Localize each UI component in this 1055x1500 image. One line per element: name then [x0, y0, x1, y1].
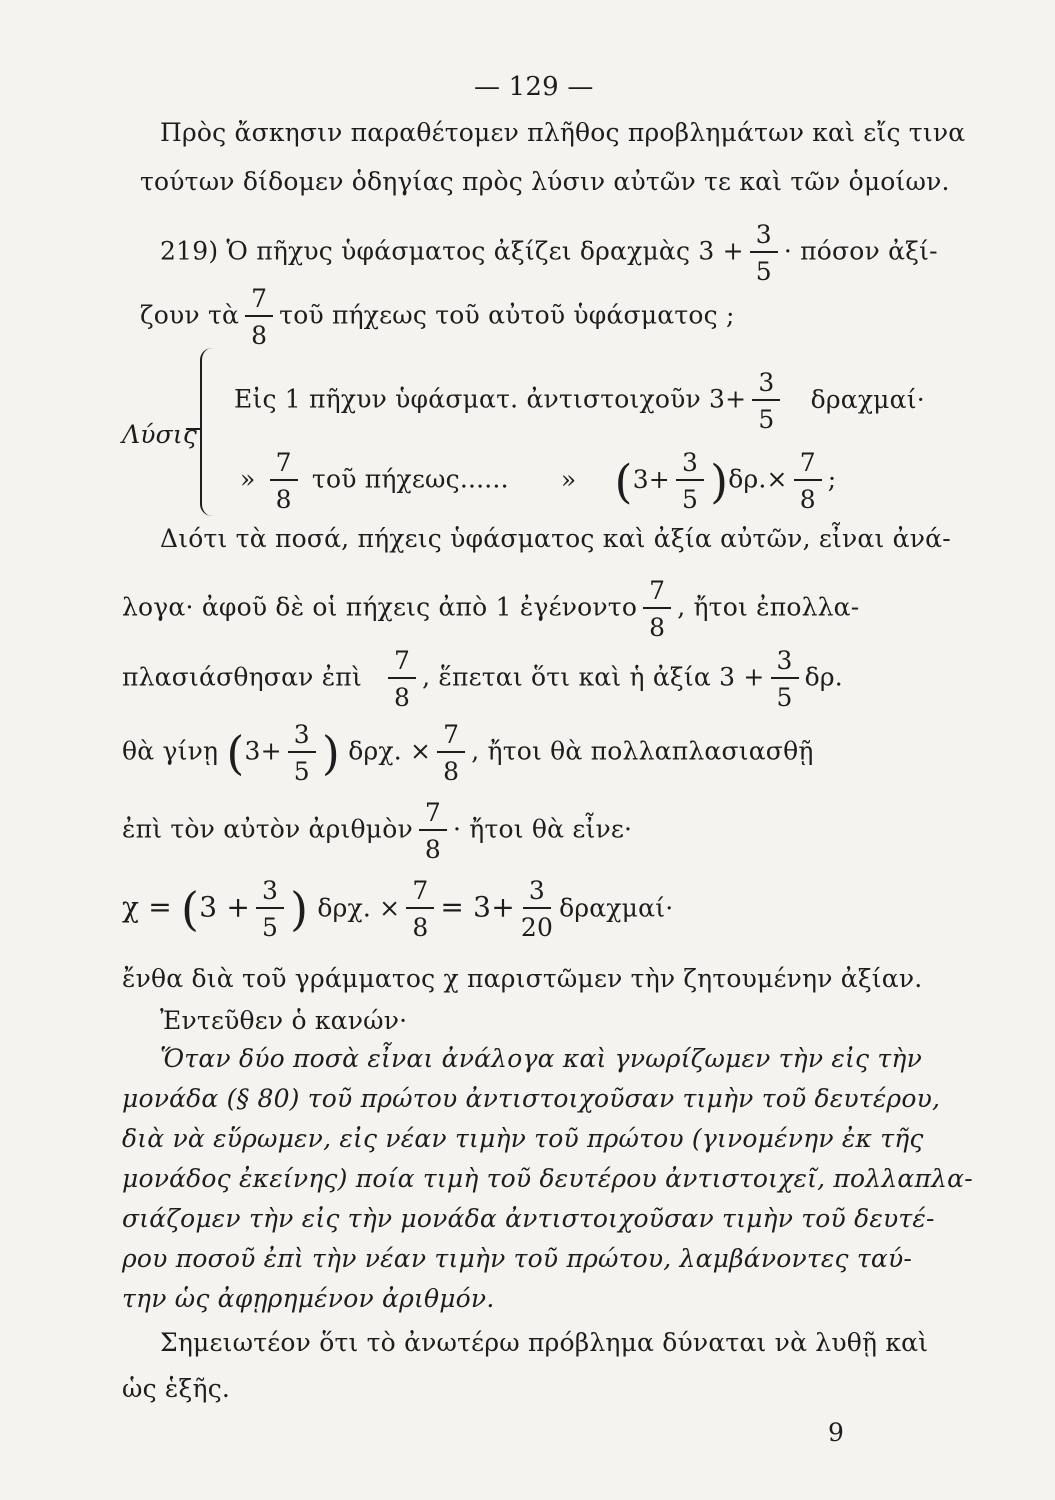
fraction-7-8: $\frac{7}{8}$ — [419, 800, 447, 862]
problem-line-1: 219) Ὁ πῆχυς ὑφάσματος ἀξίζει δραχμὰς 3 + $\frac{3}{5}$ · πόσον ἀξί- — [160, 220, 938, 286]
intro-line-1: Πρὸς ἄσκησιν παραθέτομεν πλῆθος προβλημάτων καὶ εἴς τινα — [160, 118, 966, 147]
signature-mark: 9 — [828, 1418, 845, 1447]
solution-row-2: » $\frac{7}{8}$ τοῦ πήχεως...... » (3+ $\frac{3}{5}$ )δρ.× $\frac{7}{8}$ ; — [240, 448, 837, 514]
rule-line-6: ρου ποσοῦ ἐπὶ τὴν νέαν τιμὴν τοῦ πρώτου, λαμβάνοντες ταύ- — [122, 1244, 913, 1273]
rule-line-4: μονάδος ἐκείνης) ποία τιμὴ τοῦ δευτέρου ἀντιστοιχεῖ, πολλαπλα- — [122, 1164, 973, 1193]
problem-line-2: ζουν τὰ $\frac{7}{8}$ τοῦ πήχεως τοῦ αὐτοῦ ὑφάσματος ; — [140, 284, 735, 350]
fraction-3-5: $\frac{3}{5}$ — [256, 878, 284, 940]
solution-label: Λύσις — [122, 420, 198, 449]
fraction-3-5: $\frac{3}{5}$ — [288, 722, 316, 784]
fraction-7-8: $\frac{7}{8}$ — [388, 648, 416, 710]
rule-line-5: σιάζομεν τὴν εἰς τὴν μονάδα ἀντιστοιχοῦσαν τιμὴν τοῦ δευτέ- — [122, 1204, 935, 1233]
body-line-2: λογα· ἀφοῦ δὲ οἱ πήχεις ἀπὸ 1 ἐγένοντο $\frac{7}{8}$ , ἤτοι ἐπολλα- — [122, 576, 860, 642]
fraction-3-5: $\frac{3}{5}$ — [752, 370, 780, 432]
fraction-7-8: $\frac{7}{8}$ — [643, 578, 671, 640]
intro-line-2: τούτων δίδομεν ὁδηγίας πρὸς λύσιν αὐτῶν τε καὶ τῶν ὁμοίων. — [140, 167, 950, 196]
body-line-3: πλασιάσθησαν ἐπὶ $\frac{7}{8}$ , ἕπεται ὅτι καὶ ἡ ἀξία 3 + $\frac{3}{5}$ δρ. — [122, 646, 843, 712]
fraction-7-8: $\frac{7}{8}$ — [245, 286, 273, 348]
body-line-7: Ἐντεῦθεν ὁ κανών· — [160, 1006, 408, 1035]
fraction-7-8: $\frac{7}{8}$ — [437, 722, 465, 784]
body-line-5: ἐπὶ τὸν αὐτὸν ἀριθμὸν $\frac{7}{8}$ · ἤτοι θὰ εἶνε· — [122, 798, 633, 864]
body-line-1: Διότι τὰ ποσά, πήχεις ὑφάσματος καὶ ἀξία αὐτῶν, εἶναι ἀνά- — [160, 524, 951, 553]
equation: χ = (3 + $\frac{3}{5}$ ) δρχ. × $\frac{7}{8}$ = 3+ $\frac{3}{20}$ δραχμαί· — [122, 876, 674, 942]
fraction-3-5: $\frac{3}{5}$ — [771, 648, 799, 710]
fraction-3-5: $\frac{3}{5}$ — [750, 222, 778, 284]
solution-row-1: Εἰς 1 πῆχυν ὑφάσματ. ἀντιστοιχοῦν 3+ $\frac{3}{5}$ δραχμαί· — [234, 368, 925, 434]
fraction-3-5: $\frac{3}{5}$ — [676, 450, 704, 512]
rule-line-3: διὰ νὰ εὕρωμεν, εἰς νέαν τιμὴν τοῦ πρώτου (γινομένην ἐκ τῆς — [122, 1124, 924, 1153]
page-number: — 129 — — [474, 72, 594, 102]
rule-line-7: την ὡς ἀφῃρημένον ἀριθμόν. — [122, 1284, 495, 1313]
note-line-1: Σημειωτέον ὅτι τὸ ἀνωτέρω πρόβλημα δύναται νὰ λυθῇ καὶ — [160, 1328, 929, 1357]
body-line-4: θὰ γίνῃ (3+ $\frac{3}{5}$ ) δρχ. × $\frac{7}{8}$ , ἤτοι θὰ πολλαπλασιασθῇ — [122, 720, 814, 786]
solution-brace — [200, 348, 220, 516]
fraction-7-8: $\frac{7}{8}$ — [270, 450, 298, 512]
fraction-7-8: $\frac{7}{8}$ — [406, 878, 434, 940]
rule-line-2: μονάδα (§ 80) τοῦ πρώτου ἀντιστοιχοῦσαν τιμὴν τοῦ δευτέρου, — [122, 1084, 941, 1113]
fraction-3-20: $\frac{3}{20}$ — [520, 876, 554, 942]
fraction-7-8: $\frac{7}{8}$ — [794, 450, 822, 512]
body-line-6: ἔνθα διὰ τοῦ γράμματος χ παριστῶμεν τὴν ζητουμένην ἀξίαν. — [122, 964, 923, 993]
note-line-2: ὡς ἑξῆς. — [122, 1374, 231, 1403]
rule-line-1: Ὅταν δύο ποσὰ εἶναι ἀνάλογα καὶ γνωρίζωμεν τὴν εἰς τὴν — [160, 1044, 922, 1073]
